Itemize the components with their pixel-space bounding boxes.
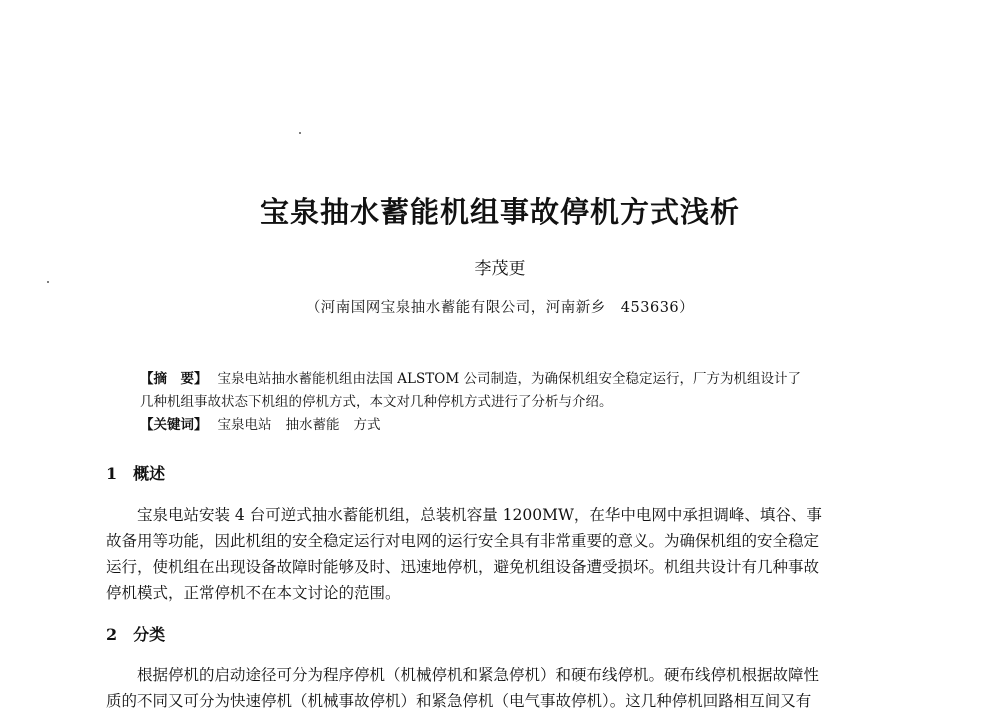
section-heading-2 [106, 623, 165, 647]
paragraph-line: 根据停机的启动途径可分为程序停机（机械停机和紧急停机）和硬布线停机。硬布线停机根据故障性 [137, 666, 820, 684]
section-2-paragraph [106, 662, 910, 714]
keyword: 抽水蓄能 [285, 417, 340, 433]
abstract-label: 【摘 要】 [140, 371, 208, 387]
section-title-text: 概述 [133, 464, 166, 483]
paragraph-line: 运行，使机组在出现设备故障时能够及时、迅速地停机，避免机组设备遭受损坏。机组共设计有几种事故 [106, 558, 820, 576]
keywords-line [140, 414, 880, 437]
abstract-line [140, 391, 880, 414]
section-number: 1 [106, 464, 118, 483]
author-name: 李茂更 [474, 259, 526, 279]
section-title-text: 分类 [133, 625, 166, 644]
paragraph-line: 质的不同又可分为快速停机（机械事故停机）和紧急停机（电气事故停机）。这几种停机回路相互间又有 [106, 692, 812, 710]
paragraph-line: 宝泉电站安装 4 台可逆式抽水蓄能机组，总装机容量 1200MW，在华中电网中承担调峰、填谷、事 [137, 506, 822, 524]
abstract-text-2: 几种机组事故状态下机组的停机方式，本文对几种停机方式进行了分析与介绍。 [140, 394, 613, 410]
abstract-block [140, 368, 880, 437]
paper-title: 宝泉抽水蓄能机组事故停机方式浅析 [259, 195, 740, 229]
section-number: 2 [106, 625, 118, 644]
scan-speck [47, 281, 49, 283]
section-1-paragraph [106, 502, 910, 606]
paragraph-line: 故备用等功能，因此机组的安全稳定运行对电网的运行安全具有非常重要的意义。为确保机组的安全稳定 [106, 532, 820, 550]
abstract-text-1: 宝泉电站抽水蓄能机组由法国 ALSTOM 公司制造，为确保机组安全稳定运行，厂方为机组设计了 [217, 371, 801, 387]
section-heading-1 [106, 462, 165, 486]
author-affiliation: （河南国网宝泉抽水蓄能有限公司，河南新乡 453636） [305, 300, 695, 316]
keyword: 方式 [353, 417, 381, 433]
keyword: 宝泉电站 [217, 417, 272, 433]
paragraph-line: 停机模式，正常停机不在本文讨论的范围。 [106, 584, 401, 602]
scan-speck [299, 132, 301, 134]
keywords-label: 【关键词】 [140, 417, 208, 433]
abstract-line [140, 368, 880, 391]
